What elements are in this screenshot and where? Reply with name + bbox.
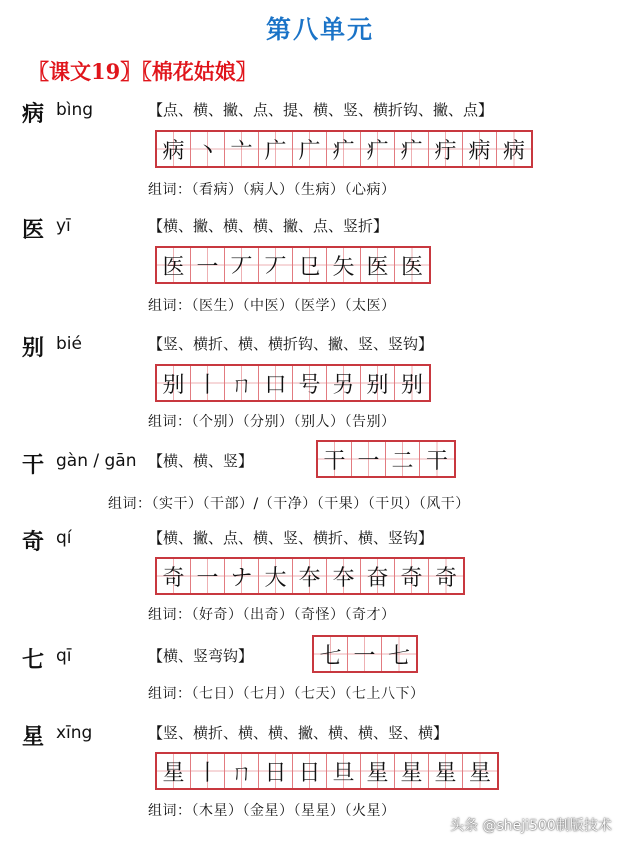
entry-char: 病: [22, 101, 45, 127]
grid-cell: 丨: [191, 366, 225, 400]
grid-cell: 疒: [361, 132, 395, 166]
grid-cell: 别: [395, 366, 429, 400]
stroke-grid: [155, 130, 533, 168]
grid-cell: 星: [429, 754, 463, 788]
grid-cell: 日: [259, 754, 293, 788]
grid-cell: 二: [386, 442, 420, 476]
grid-cell: 医: [395, 248, 429, 282]
entry-char: 七: [22, 647, 45, 673]
stroke-order: 【竖、横折、横、横折钩、撇、竖、竖钩】: [148, 335, 434, 353]
entry-char: 奇: [22, 529, 45, 555]
grid-cell: 七: [314, 637, 348, 671]
grid-cell: 号: [293, 366, 327, 400]
grid-cell: 星: [157, 754, 191, 788]
grid-cell: 别: [157, 366, 191, 400]
grid-cell: 丆: [225, 248, 259, 282]
grid-cell: 夲: [293, 559, 327, 593]
stroke-order: 【横、竖弯钩】: [148, 647, 254, 665]
grid-cell: 广: [259, 132, 293, 166]
stroke-grid: [155, 557, 465, 595]
grid-cell: 病: [497, 132, 531, 166]
grid-cell: 七: [382, 637, 416, 671]
grid-cell: 丆: [259, 248, 293, 282]
entry-pinyin: qī: [56, 646, 72, 666]
grid-cell: 奇: [429, 559, 463, 593]
entry-char: 星: [22, 724, 45, 750]
stroke-order: 【横、横、竖】: [148, 452, 254, 470]
grid-cell: 旦: [327, 754, 361, 788]
grid-cell: 干: [420, 442, 454, 476]
grid-cell: 奇: [395, 559, 429, 593]
stroke-grid: [155, 246, 431, 284]
grid-cell: 一: [191, 559, 225, 593]
grid-cell: 一: [191, 248, 225, 282]
grid-cell: 奋: [361, 559, 395, 593]
word-list: 组词：（实干）（干部）/（干净）（干果）（干贝）（风干）: [108, 496, 470, 512]
stroke-grid: [155, 752, 499, 790]
grid-cell: 夲: [327, 559, 361, 593]
grid-cell: 疒: [395, 132, 429, 166]
watermark: 头条 @sheji500制版技术: [450, 818, 612, 834]
grid-cell: 一: [352, 442, 386, 476]
grid-cell: 疔: [429, 132, 463, 166]
grid-cell: 丨: [191, 754, 225, 788]
grid-cell: ナ: [225, 559, 259, 593]
word-list: 组词：（个别）（分别）（别人）（告别）: [148, 414, 396, 430]
grid-cell: 别: [361, 366, 395, 400]
grid-cell: 星: [361, 754, 395, 788]
unit-title: 第八单元: [265, 15, 374, 44]
entry-pinyin: bié: [56, 334, 82, 354]
grid-cell: 日: [293, 754, 327, 788]
word-list: 组词：（七日）（七月）（七天）（七上八下）: [148, 686, 425, 702]
grid-cell: 星: [395, 754, 429, 788]
stroke-grid: [155, 364, 431, 402]
stroke-order: 【横、撇、点、横、竖、横折、横、竖钩】: [148, 529, 434, 547]
entry-pinyin: yī: [56, 216, 71, 236]
grid-cell: 干: [318, 442, 352, 476]
grid-cell: 口: [259, 366, 293, 400]
grid-cell: ㄇ: [225, 754, 259, 788]
entry-char: 别: [22, 335, 45, 361]
entry-pinyin: bìng: [56, 100, 94, 120]
grid-cell: 医: [361, 248, 395, 282]
word-list: 组词：（好奇）（出奇）（奇怪）（奇才）: [148, 607, 396, 623]
grid-cell: 奇: [157, 559, 191, 593]
grid-cell: 丶: [191, 132, 225, 166]
word-list: 组词：（木星）（金星）（星星）（火星）: [148, 803, 396, 819]
grid-cell: 大: [259, 559, 293, 593]
grid-cell: 病: [463, 132, 497, 166]
entry-pinyin: qí: [56, 528, 72, 548]
word-list: 组词：（医生）（中医）（医学）（太医）: [148, 298, 396, 314]
grid-cell: ㄇ: [225, 366, 259, 400]
stroke-order: 【横、撇、横、横、撇、点、竖折】: [148, 217, 389, 235]
stroke-grid: [316, 440, 456, 478]
grid-cell: 星: [463, 754, 497, 788]
entry-char: 干: [22, 452, 45, 478]
stroke-order: 【点、横、撇、点、提、横、竖、横折钩、撇、点】: [148, 101, 494, 119]
grid-cell: 一: [348, 637, 382, 671]
grid-cell: 亠: [225, 132, 259, 166]
grid-cell: 病: [157, 132, 191, 166]
stroke-order: 【竖、横折、横、横、撇、横、横、竖、横】: [148, 724, 449, 742]
grid-cell: 疒: [327, 132, 361, 166]
word-list: 组词：（看病）（病人）（生病）（心病）: [148, 182, 396, 198]
stroke-grid: [312, 635, 418, 673]
lesson-title: 〖课文19〗〖棉花姑娘〗: [28, 59, 257, 84]
grid-cell: 广: [293, 132, 327, 166]
grid-cell: 医: [157, 248, 191, 282]
entry-pinyin: gàn / gān: [56, 451, 137, 471]
entry-pinyin: xīng: [56, 723, 93, 743]
entry-char: 医: [22, 217, 45, 243]
grid-cell: 另: [327, 366, 361, 400]
grid-cell: 矢: [327, 248, 361, 282]
grid-cell: 㔾: [293, 248, 327, 282]
